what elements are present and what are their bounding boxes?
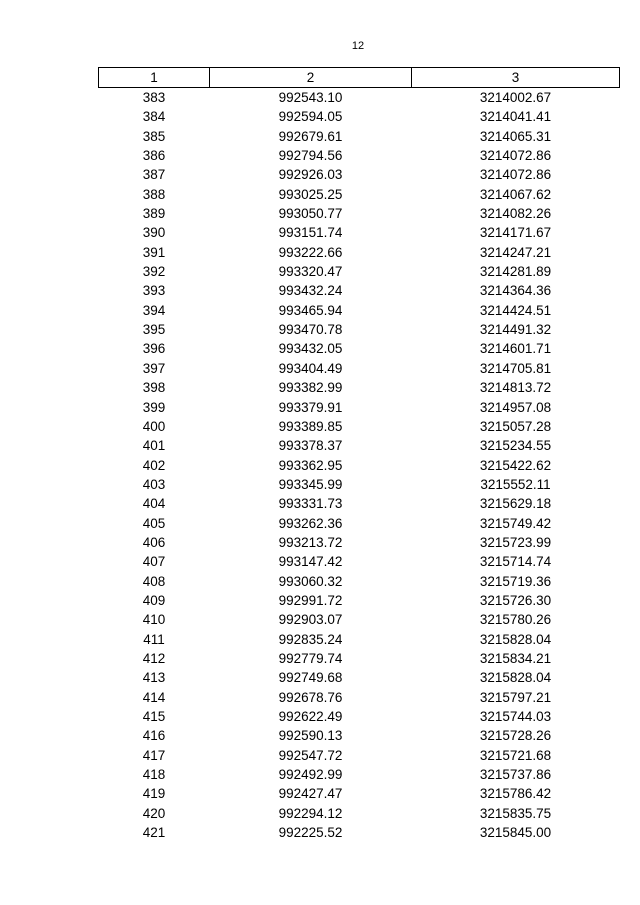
- y-coordinate-cell: 3215723.99: [479, 534, 552, 550]
- x-coordinate-cell: 993151.74: [278, 225, 343, 241]
- y-coordinate-cell: 3214281.89: [479, 264, 552, 280]
- table-row: [99, 398, 620, 417]
- table-row: [99, 707, 620, 726]
- x-coordinate-cell: 992590.13: [278, 728, 343, 744]
- y-coordinate-cell: 3214002.67: [479, 90, 552, 105]
- point-number-cell: 415: [142, 709, 166, 724]
- table-row: [99, 726, 620, 745]
- x-coordinate-cell: 993060.32: [278, 573, 343, 589]
- point-number-cell: 418: [142, 767, 166, 783]
- table-row: [99, 165, 620, 184]
- x-coordinate-cell: 993213.72: [278, 534, 343, 550]
- x-coordinate-cell: 993470.78: [278, 322, 343, 338]
- table-row: [99, 185, 620, 204]
- point-number-cell: 409: [142, 592, 166, 608]
- table-row: [99, 784, 620, 803]
- column-header-2: 2: [210, 68, 412, 88]
- point-number-cell: 404: [142, 496, 166, 512]
- table-row: [99, 301, 620, 320]
- table-row: [99, 475, 620, 494]
- table-row: [99, 765, 620, 784]
- y-coordinate-cell: 3215737.86: [479, 767, 552, 783]
- table-row: [99, 204, 620, 223]
- x-coordinate-cell: 993432.05: [278, 341, 343, 357]
- point-number-cell: 399: [142, 399, 166, 415]
- x-coordinate-cell: 992543.10: [278, 90, 343, 105]
- point-number-cell: 390: [142, 225, 166, 241]
- table-row: [99, 456, 620, 475]
- point-number-cell: 414: [142, 689, 166, 705]
- x-coordinate-cell: 993382.99: [278, 380, 343, 396]
- table-row: [99, 223, 620, 242]
- x-coordinate-cell: 993432.24: [278, 283, 343, 299]
- y-coordinate-cell: 3215786.42: [479, 786, 552, 802]
- point-number-cell: 401: [142, 438, 166, 454]
- x-coordinate-cell: 993331.73: [278, 496, 343, 512]
- table-row: [99, 146, 620, 165]
- table-row: [99, 320, 620, 339]
- column-header-3: 3: [412, 68, 620, 88]
- x-coordinate-cell: 992547.72: [278, 747, 343, 763]
- point-number-cell: 420: [142, 805, 166, 821]
- table-row: [99, 746, 620, 765]
- table-row: [99, 127, 620, 146]
- y-coordinate-cell: 3215719.36: [479, 573, 552, 589]
- y-coordinate-cell: 3215726.30: [479, 592, 552, 608]
- point-number-cell: 397: [142, 360, 166, 376]
- table-row: [99, 281, 620, 300]
- point-number-cell: 413: [142, 670, 166, 686]
- x-coordinate-cell: 992794.56: [278, 148, 343, 164]
- point-number-cell: 419: [142, 786, 166, 802]
- point-number-cell: 392: [142, 264, 166, 280]
- x-coordinate-cell: 992779.74: [278, 650, 343, 666]
- x-coordinate-cell: 992622.49: [278, 709, 343, 724]
- x-coordinate-cell: 993404.49: [278, 360, 343, 376]
- y-coordinate-cell: 3215797.21: [479, 689, 552, 705]
- x-coordinate-cell: 992225.52: [278, 825, 343, 841]
- x-coordinate-cell: 992749.68: [278, 670, 343, 686]
- table-row: [99, 378, 620, 397]
- x-coordinate-cell: 993222.66: [278, 244, 343, 260]
- point-number-cell: 386: [142, 148, 166, 164]
- point-number-cell: 391: [142, 244, 166, 260]
- y-coordinate-cell: 3215828.04: [479, 631, 552, 647]
- point-number-cell: 385: [142, 128, 166, 144]
- point-number-cell: 398: [142, 380, 166, 396]
- page-number: 12: [351, 40, 365, 52]
- table-row: [99, 572, 620, 591]
- table-row: [99, 804, 620, 823]
- y-coordinate-cell: 3214813.72: [479, 380, 552, 396]
- y-coordinate-cell: 3215744.03: [479, 709, 552, 724]
- point-number-cell: 417: [142, 747, 166, 763]
- y-coordinate-cell: 3214082.26: [479, 206, 552, 222]
- point-number-cell: 407: [142, 554, 166, 570]
- point-number-cell: 395: [142, 322, 166, 338]
- x-coordinate-cell: 993025.25: [278, 186, 343, 202]
- y-coordinate-cell: 3215834.21: [479, 650, 552, 666]
- x-coordinate-cell: 993262.36: [278, 515, 343, 531]
- point-number-cell: 394: [142, 302, 166, 318]
- x-coordinate-cell: 992835.24: [278, 631, 343, 647]
- table-row: [99, 107, 620, 126]
- point-number-cell: 405: [142, 515, 166, 531]
- table-row: [99, 591, 620, 610]
- y-coordinate-cell: 3214364.36: [479, 283, 552, 299]
- table-header: [99, 68, 620, 88]
- y-coordinate-cell: 3214424.51: [479, 302, 552, 318]
- table-row: [99, 88, 620, 108]
- y-coordinate-cell: 3215422.62: [479, 457, 552, 473]
- point-number-cell: 388: [142, 186, 166, 202]
- y-coordinate-cell: 3215234.55: [479, 438, 552, 454]
- x-coordinate-cell: 993389.85: [278, 418, 343, 434]
- table-row: [99, 649, 620, 668]
- table-row: [99, 668, 620, 687]
- table-row: [99, 494, 620, 513]
- point-number-cell: 406: [142, 534, 166, 550]
- point-number-cell: 410: [142, 612, 166, 628]
- table-row: [99, 514, 620, 533]
- y-coordinate-cell: 3214171.67: [479, 225, 552, 241]
- table-row: [99, 610, 620, 629]
- point-number-cell: 408: [142, 573, 166, 589]
- table-row: [99, 552, 620, 571]
- point-number-cell: 393: [142, 283, 166, 299]
- y-coordinate-cell: 3215728.26: [479, 728, 552, 744]
- table-row: [99, 359, 620, 378]
- point-number-cell: 402: [142, 457, 166, 473]
- y-coordinate-cell: 3215057.28: [479, 418, 552, 434]
- table-row: [99, 688, 620, 707]
- x-coordinate-cell: 992903.07: [278, 612, 343, 628]
- x-coordinate-cell: 992427.47: [278, 786, 343, 802]
- table-row: [99, 417, 620, 436]
- column-header-1: 1: [99, 68, 210, 88]
- x-coordinate-cell: 992294.12: [278, 805, 343, 821]
- x-coordinate-cell: 993362.95: [278, 457, 343, 473]
- table-row: [99, 823, 620, 842]
- x-coordinate-cell: 992926.03: [278, 167, 343, 183]
- table-row: [99, 533, 620, 552]
- x-coordinate-cell: 993050.77: [278, 206, 343, 222]
- table-row: [99, 436, 620, 455]
- y-coordinate-cell: 3214072.86: [479, 148, 552, 164]
- point-number-cell: 400: [142, 418, 166, 434]
- y-coordinate-cell: 3214247.21: [479, 244, 552, 260]
- y-coordinate-cell: 3215552.11: [480, 476, 551, 492]
- point-number-cell: 411: [143, 631, 165, 647]
- y-coordinate-cell: 3215835.75: [479, 805, 552, 821]
- point-number-cell: 416: [142, 728, 166, 744]
- point-number-cell: 396: [142, 341, 166, 357]
- x-coordinate-cell: 992492.99: [278, 767, 343, 783]
- point-number-cell: 383: [142, 90, 166, 105]
- table-body: [99, 88, 620, 843]
- point-number-cell: 384: [142, 109, 166, 125]
- point-number-cell: 389: [142, 206, 166, 222]
- y-coordinate-cell: 3214601.71: [479, 341, 552, 357]
- y-coordinate-cell: 3214705.81: [479, 360, 552, 376]
- point-number-cell: 421: [142, 825, 166, 841]
- table-row: [99, 630, 620, 649]
- y-coordinate-cell: 3215721.68: [479, 747, 552, 763]
- x-coordinate-cell: 992679.61: [278, 128, 343, 144]
- point-number-cell: 387: [142, 167, 166, 183]
- y-coordinate-cell: 3214957.08: [479, 399, 552, 415]
- table-row: [99, 243, 620, 262]
- y-coordinate-cell: 3215828.04: [479, 670, 552, 686]
- y-coordinate-cell: 3215845.00: [479, 825, 552, 841]
- x-coordinate-cell: 993320.47: [278, 264, 343, 280]
- table-row: [99, 262, 620, 281]
- y-coordinate-cell: 3214065.31: [479, 128, 552, 144]
- y-coordinate-cell: 3215629.18: [479, 496, 552, 512]
- x-coordinate-cell: 992594.05: [278, 109, 343, 125]
- x-coordinate-cell: 992678.76: [278, 689, 343, 705]
- y-coordinate-cell: 3214041.41: [479, 109, 552, 125]
- y-coordinate-cell: 3215749.42: [479, 515, 552, 531]
- coordinates-table: [98, 67, 620, 842]
- y-coordinate-cell: 3214491.32: [479, 322, 552, 338]
- x-coordinate-cell: 993345.99: [278, 476, 343, 492]
- x-coordinate-cell: 993379.91: [278, 399, 343, 415]
- y-coordinate-cell: 3215714.74: [479, 554, 552, 570]
- header-row: [99, 68, 620, 88]
- x-coordinate-cell: 993378.37: [278, 438, 343, 454]
- y-coordinate-cell: 3214072.86: [479, 167, 552, 183]
- y-coordinate-cell: 3214067.62: [479, 186, 552, 202]
- x-coordinate-cell: 993465.94: [278, 302, 343, 318]
- table-row: [99, 339, 620, 358]
- point-number-cell: 412: [142, 650, 166, 666]
- x-coordinate-cell: 993147.42: [278, 554, 343, 570]
- x-coordinate-cell: 992991.72: [278, 592, 343, 608]
- point-number-cell: 403: [142, 476, 166, 492]
- y-coordinate-cell: 3215780.26: [479, 612, 552, 628]
